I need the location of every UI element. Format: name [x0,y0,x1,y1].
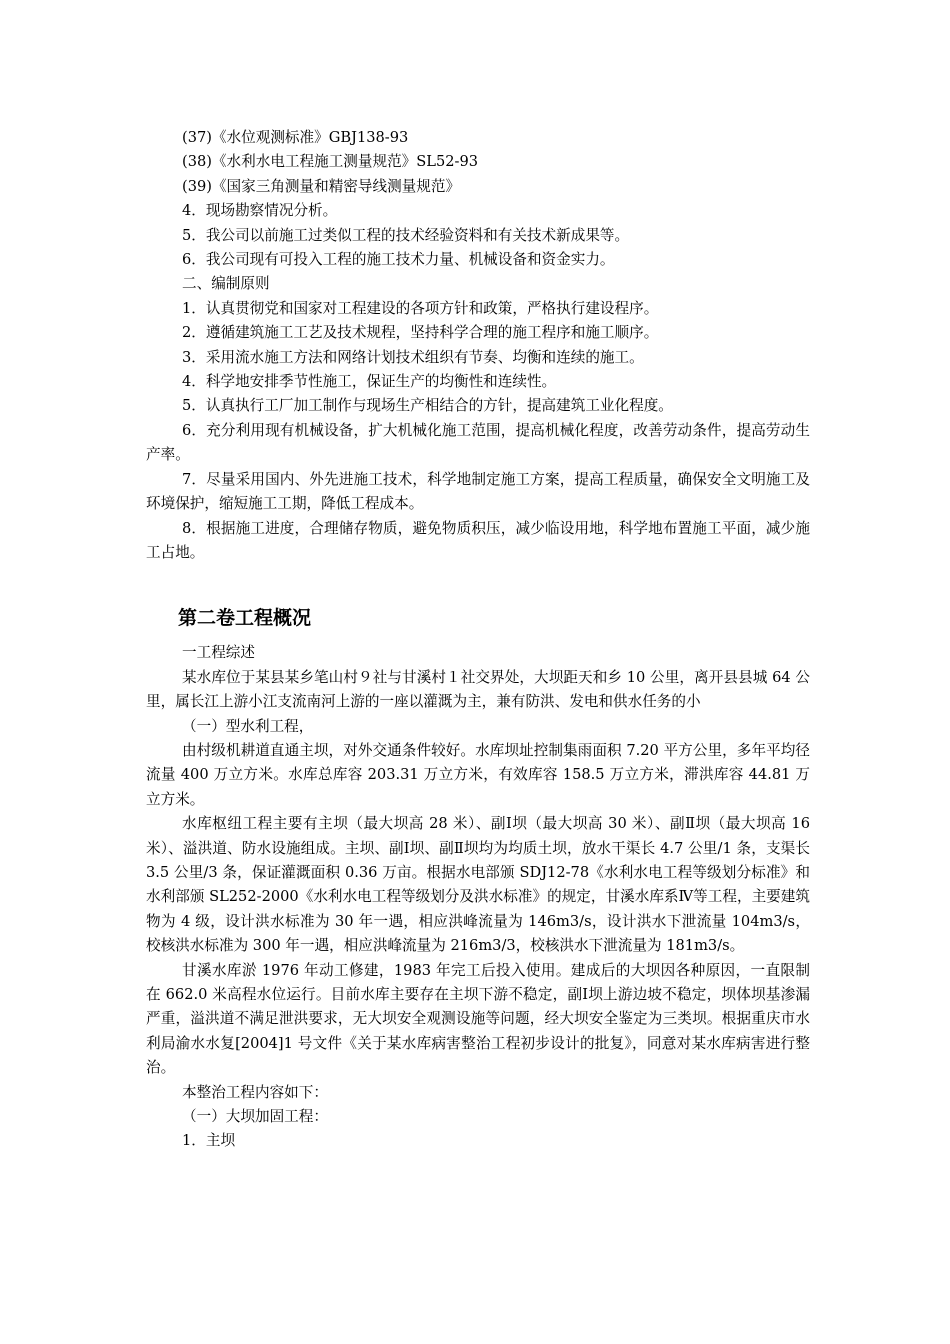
list-item: (39)《国家三角测量和精密导线测量规范》 [182,177,461,195]
document-body [146,126,810,1154]
subheading: 一工程综述 [182,644,255,662]
list-item: 5．我公司以前施工过类似工程的技术经验资料和有关技术新成果等。 [182,226,630,244]
list-item: 8．根据施工进度，合理储存物质，避免物质积压，减少临设用地，科学地布置施工平面，减少施工占地。 [146,519,810,561]
list-item: 3．采用流水施工方法和网络计划技术组织有节奏、均衡和连续的施工。 [182,348,644,366]
subheading: 二、编制原则 [182,275,270,293]
list-item: 5．认真执行工厂加工制作与现场生产相结合的方针，提高建筑工业化程度。 [182,397,673,415]
list-item: 2．遵循建筑施工工艺及技术规程，坚持科学合理的施工程序和施工顺序。 [182,324,659,342]
section-title: 第二卷工程概况 [178,607,312,630]
subheading: 1．主坝 [182,1132,236,1150]
list-item: (37)《水位观测标准》GBJ138-93 [182,129,409,146]
list-item: 4．现场勘察情况分析。 [182,202,338,220]
list-item: 6．我公司现有可投入工程的施工技术力量、机械设备和资金实力。 [182,251,615,269]
paragraph: 某水库位于某县某乡笔山村９社与甘溪村１社交界处，大坝距天和乡 10 公里，离开县县城 64 公里，属长江上游小江支流南河上游的一座以灌溉为主，兼有防洪、发电和供水任务的小 [146,668,810,711]
paragraph: 由村级机耕道直通主坝，对外交通条件较好。水库坝址控制集雨面积 7.20 平方公里，多年平均径流量 400 万立方米。水库总库容 203.31 万立方米，有效库容 158.5 万立方米，滞洪库容 44.81 万立方米。 [146,741,810,808]
list-item: 4．科学地安排季节性施工，保证生产的均衡性和连续性。 [182,373,557,391]
list-item: (38)《水利水电工程施工测量规范》SL52-93 [182,153,479,171]
list-item: 6．充分利用现有机械设备，扩大机械化施工范围，提高机械化程度，改善劳动条件，提高劳动生产率。 [146,421,810,464]
paragraph: 水库枢纽工程主要有主坝（最大坝高 28 米）、副Ⅰ坝（最大坝高 30 米）、副Ⅱ坝（最大坝高 16 米）、溢洪道、防水设施组成。主坝、副Ⅰ坝、副Ⅱ坝均为均质土坝，放水干渠长 4.7 公里/1 条，支渠长 3.5 公里/3 条，保证灌溉面积 0.36 万亩。根据水电部颁 SDJ12-78《水利水电工程等级划分标准》和水利部颁 SL252-2000《水利水电工程等级划分及洪水标准》的规定，甘溪水库系Ⅳ等工程，主要建筑物为 4 级，设计洪水标准为 30 年一遇，相应洪峰流量为 146m3/s，设计洪水下泄流量 104m3/s，校核洪水标准为 300 年一遇，相应洪峰流量为 216m3/3，校核洪水下泄流量为 181m3/s。 [146,815,810,955]
list-item: 7．尽量采用国内、外先进施工技术，科学地制定施工方案，提高工程质量，确保安全文明施工及环境保护，缩短施工工期，降低工程成本。 [146,470,810,513]
subheading: （一）大坝加固工程： [182,1108,328,1126]
paragraph: 本整治工程内容如下： [182,1083,328,1101]
list-item: 1．认真贯彻党和国家对工程建设的各项方针和政策，严格执行建设程序。 [182,299,659,317]
paragraph: （一）型水利工程， [182,717,314,735]
paragraph: 甘溪水库淤 1976 年动工修建，1983 年完工后投入使用。建成后的大坝因各种原因，一直限制在 662.0 米高程水位运行。目前水库主要存在主坝下游不稳定，副Ⅰ坝上游边坡不稳定，坝体坝基渗漏严重，溢洪道不满足泄洪要求，无大坝安全观测设施等问题，经大坝安全鉴定为三类坝。根据重庆市水利局渝水水复[2004]1 号文件《关于某水库病害整治工程初步设计的批复》，同意对某水库病害进行整治。 [146,961,810,1077]
